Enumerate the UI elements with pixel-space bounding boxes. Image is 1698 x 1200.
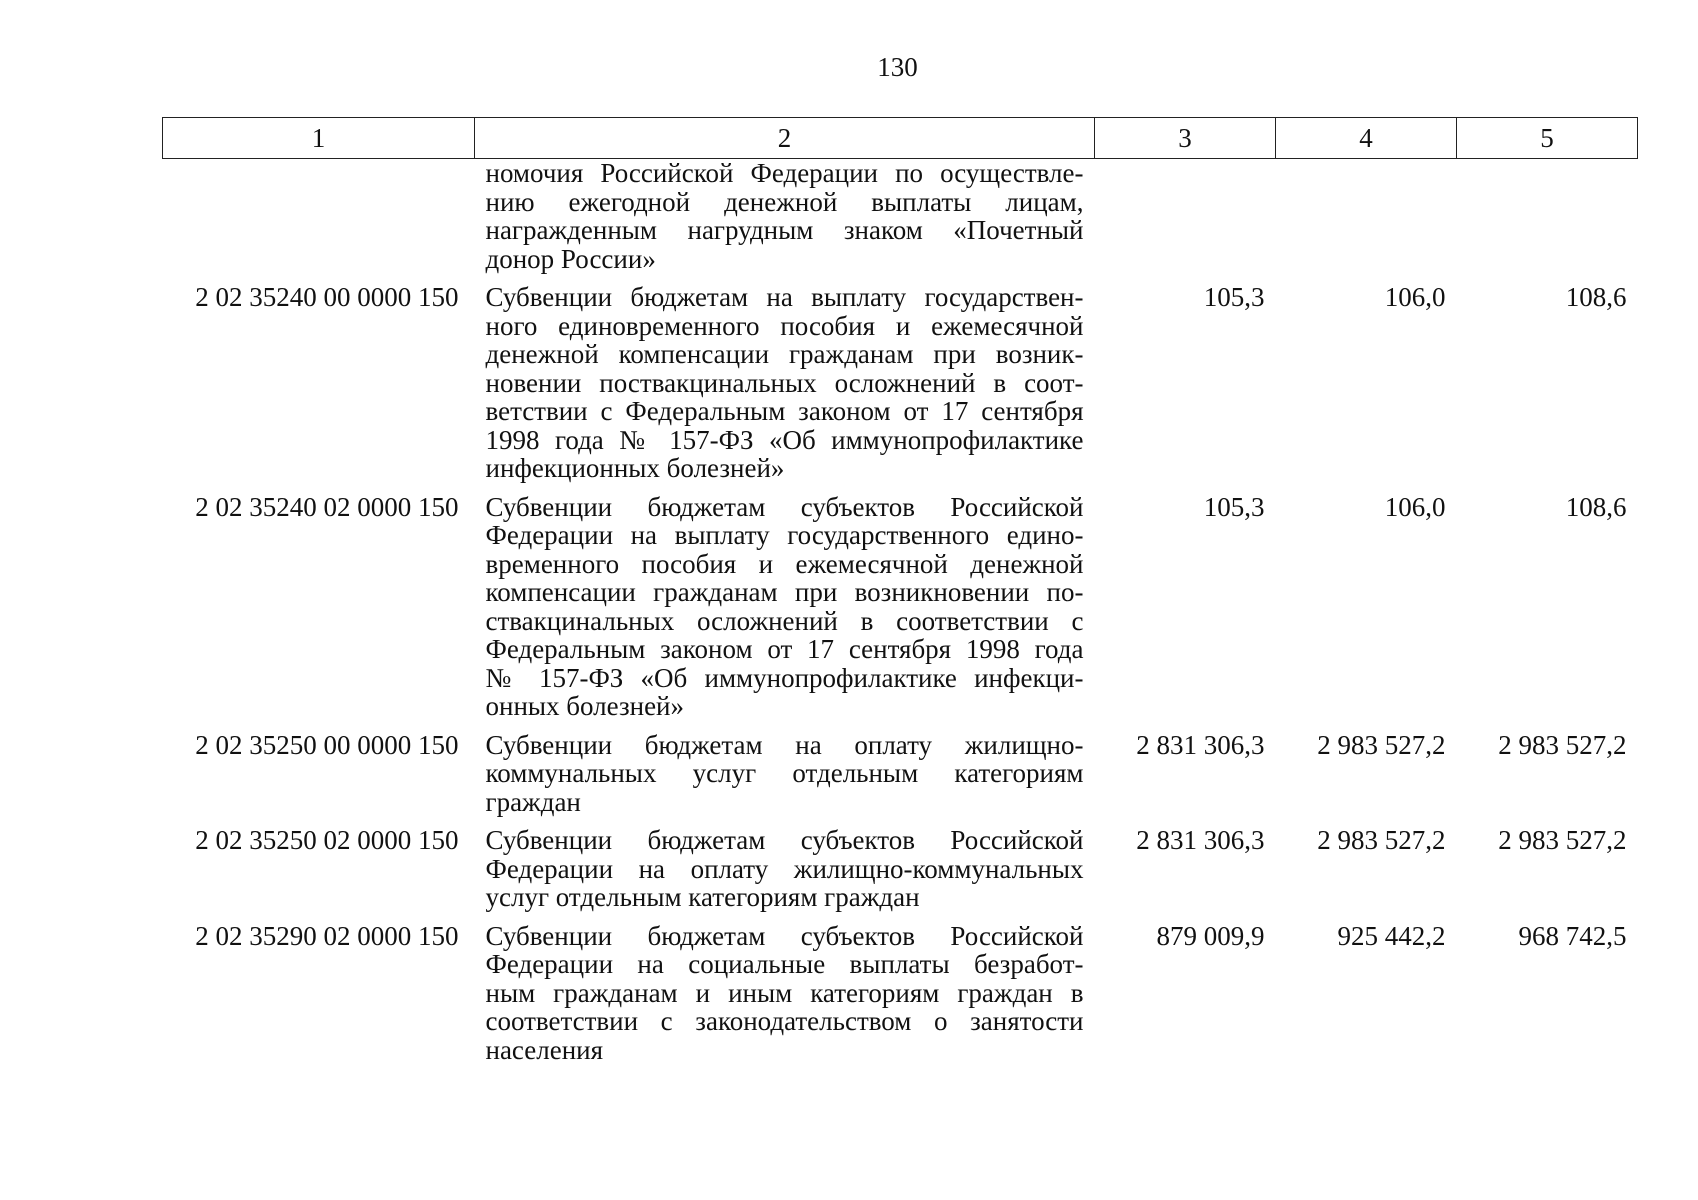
description-line: временного пособия и ежемесячной денежной [485,548,1084,579]
description-line: ного единовременного пособия и ежемесячной [485,310,1084,341]
description-line: новении поствакцинальных осложнений в соот- [485,367,1084,398]
description-line: номочия Российской Федерации по осуществле- [485,158,1084,188]
budget-code [163,159,475,274]
table-row [163,912,1638,1065]
amount-col5: 108,6 [1565,491,1627,522]
header-row [163,118,1638,159]
description-line: денежной компенсации гражданам при возник- [485,339,1084,369]
budget-table-container [162,117,1637,1064]
amount-col4: 2 983 527,2 [1317,825,1446,855]
amount-col3: 105,3 [1203,282,1265,312]
amount-col4: 2 983 527,2 [1317,729,1446,760]
amount-col5: 108,6 [1565,282,1627,312]
description-line: компенсации гражданам при возникновении по- [485,577,1084,607]
table-row [163,816,1638,912]
amount-col5: 968 742,5 [1518,920,1627,951]
description-line: Субвенции бюджетам субъектов Российской [485,920,1084,951]
table-row [163,483,1638,721]
amount-col4: 925 442,2 [1337,920,1446,951]
amount-col3: 879 009,9 [1156,920,1265,951]
description-line: Федеральным законом от 17 сентября 1998 года [485,634,1084,664]
table-header [163,118,1638,159]
page-number: 130 [877,52,918,82]
budget-code: 2 02 35240 00 0000 150 [195,282,459,312]
budget-code: 2 02 35290 02 0000 150 [195,920,459,951]
description-line: Субвенции бюджетам субъектов Российской [485,491,1084,522]
description-line: ветствии с Федеральным законом от 17 сентября [485,396,1084,426]
description-line: услуг отдельным категориям граждан [485,882,920,912]
amount-col3: 2 831 306,3 [1136,729,1265,760]
description-line: награжденным нагрудным знаком «Почетный [485,215,1084,245]
description-line: граждан [485,786,581,817]
column-header-3: 3 [1095,118,1276,159]
description-line: Федерации на социальные выплаты безработ- [485,949,1084,979]
revenue-description [475,273,1095,483]
revenue-description [475,912,1095,1065]
description-line: онных болезней» [485,691,685,721]
table-row [163,273,1638,483]
column-header-4: 4 [1276,118,1457,159]
revenue-description [475,159,1095,274]
description-line: населения [485,1034,604,1065]
amount-col5: 2 983 527,2 [1498,825,1627,855]
table-row [163,721,1638,817]
budget-code: 2 02 35240 02 0000 150 [195,491,459,522]
description-line: Субвенции бюджетам на выплату государствен- [485,282,1084,312]
revenue-description [475,816,1095,912]
description-line: нию ежегодной денежной выплаты лицам, [485,186,1084,217]
description-line: Субвенции бюджетам субъектов Российской [485,825,1084,855]
description-line: коммунальных услуг отдельным категориям [485,758,1084,788]
description-line: Субвенции бюджетам на оплату жилищно- [485,729,1084,760]
description-line: ствакцинальных осложнений в соответствии с [485,605,1084,636]
amount-col3: 2 831 306,3 [1136,825,1265,855]
amount-col5 [1457,159,1638,274]
amount-col3: 105,3 [1203,491,1265,522]
budget-table [162,117,1638,1064]
description-line: Федерации на оплату жилищно-коммунальных [485,853,1084,884]
description-line: № 157-ФЗ «Об иммунопрофилактике инфекци- [485,662,1084,693]
revenue-description [475,721,1095,817]
budget-code: 2 02 35250 02 0000 150 [195,825,459,855]
description-line: Федерации на выплату государственного едино- [485,520,1084,550]
description-line: инфекционных болезней» [485,453,785,483]
amount-col4 [1276,159,1457,274]
budget-code: 2 02 35250 00 0000 150 [195,729,459,760]
column-header-2: 2 [475,118,1095,159]
amount-col5: 2 983 527,2 [1498,729,1627,760]
amount-col4: 106,0 [1384,282,1446,312]
column-header-5: 5 [1457,118,1638,159]
description-line: донор России» [485,243,656,274]
revenue-description [475,483,1095,721]
description-line: ным гражданам и иным категориям граждан в [485,977,1084,1008]
amount-col3 [1095,159,1276,274]
column-header-1: 1 [163,118,475,159]
amount-col4: 106,0 [1384,491,1446,522]
description-line: 1998 года № 157-ФЗ «Об иммунопрофилактике [485,424,1084,455]
table-body [163,159,1638,1065]
table-row [163,159,1638,274]
description-line: соответствии с законодательством о занятости [485,1006,1084,1036]
